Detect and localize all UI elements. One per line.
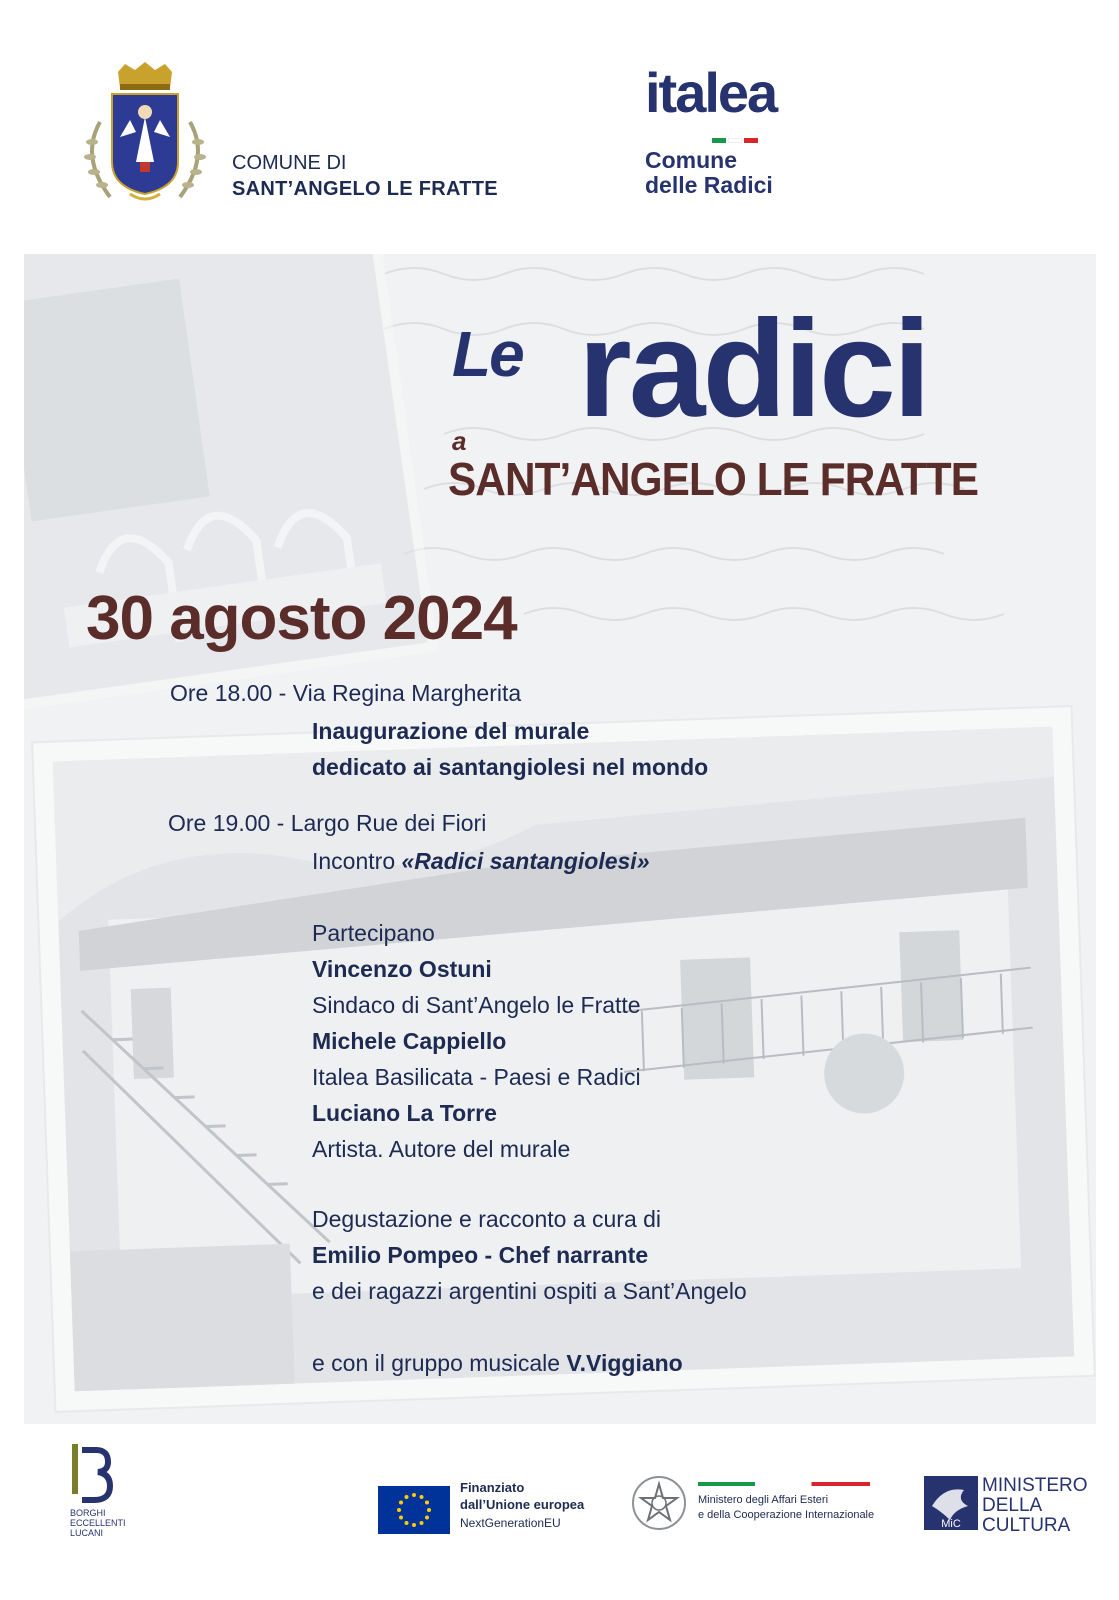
first-event-desc-line2: dedicato ai santangiolesi nel mondo bbox=[312, 754, 709, 780]
italea-logo-text: italea bbox=[645, 61, 777, 124]
borghi-line3: LUCANI bbox=[70, 1528, 104, 1538]
italian-flag-icon bbox=[712, 130, 760, 135]
music-group: V.Viggiano bbox=[566, 1350, 683, 1376]
music-prefix: e con il gruppo musicale bbox=[312, 1350, 567, 1376]
municipal-crest-logo bbox=[70, 62, 220, 212]
mic-line3: CULTURA bbox=[982, 1515, 1071, 1536]
title-place: SANT’ANGELO LE FRATTE bbox=[448, 453, 979, 505]
incontro-title: «Radici santangiolesi» bbox=[401, 848, 650, 874]
italian-republic-emblem-icon bbox=[630, 1474, 688, 1532]
second-event-incontro bbox=[312, 848, 649, 874]
participant-role: Italea Basilicata - Paesi e Radici bbox=[312, 1064, 641, 1090]
mae-line1: Ministero degli Affari Esteri bbox=[698, 1494, 829, 1506]
borghi-eccellenti-logo bbox=[64, 1444, 134, 1540]
eu-funding-line1: Finanziato bbox=[460, 1480, 525, 1495]
title-preposition: a bbox=[452, 426, 467, 456]
mae-line2: e della Cooperazione Internazionale bbox=[698, 1509, 875, 1521]
borghi-line1: BORGHI bbox=[70, 1508, 106, 1518]
tasting-line1: Degustazione e racconto a cura di bbox=[312, 1206, 662, 1232]
incontro-prefix: Incontro bbox=[312, 848, 402, 874]
tasting-chef: Emilio Pompeo - Chef narrante bbox=[312, 1242, 649, 1268]
participant-name: Michele Cappiello bbox=[312, 1028, 507, 1054]
mic-line2: DELLA bbox=[982, 1495, 1043, 1516]
participant-role: Sindaco di Sant’Angelo le Fratte bbox=[312, 992, 641, 1018]
participants-label: Partecipano bbox=[312, 920, 435, 946]
eu-flag-icon bbox=[378, 1486, 450, 1534]
comune-name: SANT’ANGELO LE FRATTE bbox=[232, 178, 498, 200]
italea-subtitle-line1: Comune bbox=[645, 147, 737, 173]
ministero-cultura-logo-icon bbox=[924, 1476, 978, 1530]
comune-label: COMUNE DI bbox=[232, 152, 347, 174]
music-line bbox=[312, 1350, 683, 1376]
mae-flag-stripe bbox=[698, 1482, 870, 1486]
mic-badge: MiC bbox=[941, 1518, 961, 1530]
title-le: Le bbox=[452, 318, 523, 390]
mic-line1: MINISTERO bbox=[982, 1475, 1088, 1496]
second-event-time-place: Ore 19.00 - Largo Rue dei Fiori bbox=[168, 810, 487, 836]
borghi-line2: ECCELLENTI bbox=[70, 1518, 126, 1528]
italea-subtitle-line2: delle Radici bbox=[645, 172, 773, 198]
eu-funding-line2: dall’Unione europea bbox=[460, 1497, 585, 1512]
title-radici: radici bbox=[578, 292, 929, 446]
participant-name: Vincenzo Ostuni bbox=[312, 956, 492, 982]
event-date: 30 agosto 2024 bbox=[86, 584, 517, 653]
first-event-desc-line1: Inaugurazione del murale bbox=[312, 718, 590, 744]
participant-role: Artista. Autore del murale bbox=[312, 1136, 571, 1162]
eu-funding-line3: NextGenerationEU bbox=[460, 1516, 561, 1530]
tasting-line3: e dei ragazzi argentini ospiti a Sant’Angelo bbox=[312, 1278, 747, 1304]
first-event-time-place: Ore 18.00 - Via Regina Margherita bbox=[170, 680, 522, 706]
participant-name: Luciano La Torre bbox=[312, 1100, 497, 1126]
